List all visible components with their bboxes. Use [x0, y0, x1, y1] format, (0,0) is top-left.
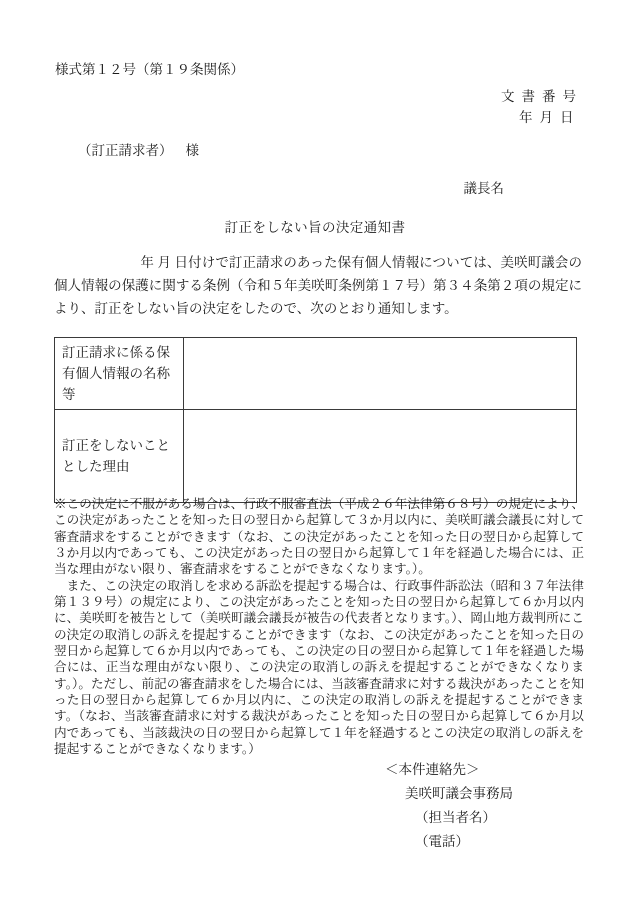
information-table — [54, 337, 577, 503]
document-meta-block — [501, 86, 583, 128]
contact-person: （担当者名） — [415, 810, 496, 825]
row-value-information-name[interactable] — [184, 338, 577, 410]
document-number-label: 文書番号 — [501, 89, 583, 104]
table-row — [55, 338, 577, 410]
notice-paragraph-appeal: ※この決定に不服がある場合は、行政不服審査法（平成２６年法律第６８号）の規定により、この決定があったことを知った日の翌日から起算して３か月以内に、美咲町議会議長に対して審査請求をすることができます（なお、この決定があったことを知った日の翌日から起算して３か月以内であっても、この決定があった日の翌日から起算して１年を経過した場合には、正当な理由がない限り、審査請求をすることができなくなります。）。 — [54, 497, 584, 577]
body-paragraph: 年 月 日付けで訂正請求のあった保有個人情報については、美咲町議会の個人情報の保護に関する条例（令和５年美咲町条例第１７号）第３４条第２項の規定により、訂正をしない旨の決定をしたので、次のとおり通知します。 — [54, 255, 582, 316]
addressee-line — [78, 139, 199, 159]
addressee-honorific: 様 — [185, 143, 199, 158]
document-title: 訂正をしない旨の決定通知書 — [224, 220, 406, 235]
legal-notice-block — [54, 496, 584, 758]
form-number: 様式第１２号（第１９条関係） — [55, 62, 244, 77]
table-row — [55, 410, 577, 503]
contact-block — [385, 758, 513, 854]
contact-phone: （電話） — [415, 834, 469, 849]
document-date-label: 年月日 — [519, 110, 581, 125]
addressee-name: （訂正請求者） — [78, 143, 173, 158]
row-value-reason[interactable] — [184, 410, 577, 503]
contact-heading: ＜本件連絡先＞ — [385, 762, 480, 777]
notice-paragraph-litigation: また、この決定の取消しを求める訴訟を提起する場合は、行政事件訴訟法（昭和３７年法律第１３９号）の規定により、この決定があったことを知った日の翌日から起算して６か月以内に、美咲町を被告として（美咲町議会議長が被告の代表者となります。）、岡山地方裁判所にこの決定の取消しの訴えを提起することができます（なお、この決定があったことを知った日の翌日から起算して６か月以内であっても、この決定の日の翌日から起算して１年を経過した場合には、正当な理由がない限り、この決定の取消しの訴えを提起することができなくなります。）。ただし、前記の審査請求をした場合には、当該審査請求に対する裁決があったことを知った日の翌日から起算して６か月以内に、この決定の取消しの訴えを提起することができます。（なお、当該審査請求に対する裁決があったことを知った日の翌日から起算して６か月以内であっても、当該裁決の日の翌日から起算して１年を経過するとこの決定の取消しの訴えを提起することができなくなります。） — [54, 578, 584, 757]
row-label-reason: 訂正をしないこととした理由 — [55, 410, 184, 503]
row-label-information-name: 訂正請求に係る保有個人情報の名称等 — [55, 338, 184, 410]
contact-office: 美咲町議会事務局 — [405, 786, 513, 801]
issuer-name: 議長名 — [463, 181, 504, 196]
